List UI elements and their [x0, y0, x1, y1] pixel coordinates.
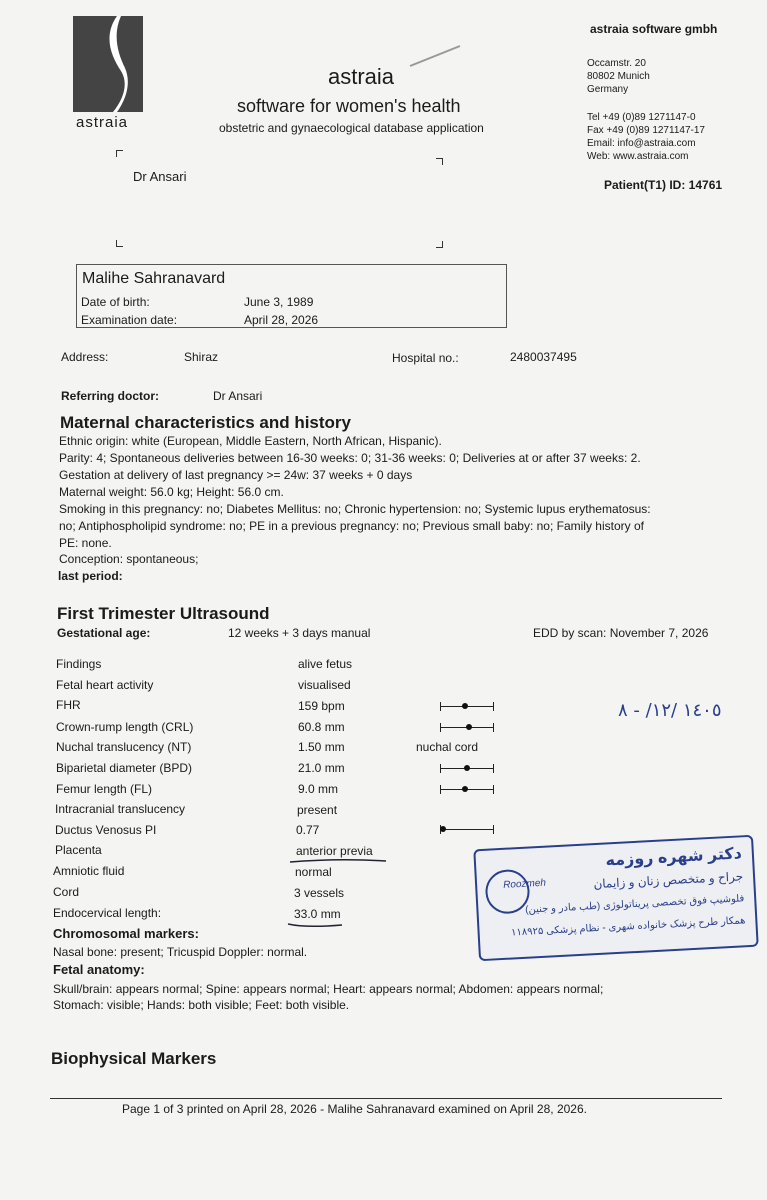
company-address-1: Occamstr. 20 — [587, 58, 646, 69]
finding-label: Placenta — [55, 843, 102, 857]
referring-label: Referring doctor: — [61, 389, 160, 403]
finding-value: alive fetus — [298, 657, 353, 671]
logo-text: astraia — [76, 114, 129, 131]
edd-value: EDD by scan: November 7, 2026 — [533, 626, 709, 640]
finding-value: 60.8 mm — [298, 720, 345, 734]
finding-value: anterior previa — [296, 844, 373, 858]
company-web: Web: www.astraia.com — [587, 151, 689, 162]
stamp-line: همکار طرح پزشک خانواده شهری - نظام پزشکی ۱۱۸۹۲۵ — [510, 915, 746, 939]
maternal-line: Maternal weight: 56.0 kg; Height: 56.0 cm. — [59, 485, 284, 499]
corner-mark — [436, 158, 443, 165]
address-value: Shiraz — [184, 350, 219, 364]
finding-value: 33.0 mm — [294, 907, 341, 921]
finding-label: FHR — [56, 698, 81, 712]
chromosomal-title: Chromosomal markers: — [53, 926, 199, 941]
stamp-line: فلوشیپ فوق تخصصی پریناتولوژی (طب مادر و جنین) — [524, 893, 745, 916]
crl-range-marker — [440, 727, 494, 728]
ga-label: Gestational age: — [57, 626, 151, 640]
finding-value: 21.0 mm — [298, 761, 345, 775]
exam-date-value: April 28, 2026 — [244, 313, 319, 327]
maternal-line: Smoking in this pregnancy: no; Diabetes Mellitus: no; Chronic hypertension: no; Systemic lupus erythematosus: — [59, 502, 651, 516]
maternal-title: Maternal characteristics and history — [60, 413, 352, 432]
stamp-line: دکتر شهره روزمه — [605, 845, 743, 870]
patient-box — [76, 264, 507, 328]
referring-value: Dr Ansari — [213, 389, 263, 403]
astraia-logo-graphic — [73, 16, 143, 112]
finding-value: 159 bpm — [298, 699, 345, 713]
finding-label: Crown-rump length (CRL) — [56, 720, 194, 734]
bpd-range-marker — [440, 768, 494, 769]
finding-label: Intracranial translucency — [55, 802, 186, 816]
dv-range-marker — [440, 829, 494, 830]
recipient-name: Dr Ansari — [133, 169, 187, 184]
exam-date-label: Examination date: — [81, 313, 178, 327]
pen-mark — [408, 44, 462, 68]
finding-label: Nuchal translucency (NT) — [56, 740, 192, 754]
footer-divider — [50, 1098, 722, 1099]
doctor-stamp — [473, 835, 758, 962]
finding-label: Endocervical length: — [53, 906, 162, 920]
hospital-label: Hospital no.: — [392, 351, 459, 365]
hospital-value: 2480037495 — [510, 350, 577, 364]
ga-value: 12 weeks + 3 days manual — [228, 626, 371, 640]
brand-name: astraia — [328, 64, 395, 89]
biophysical-title: Biophysical Markers — [51, 1049, 217, 1068]
fhr-range-marker — [440, 706, 494, 707]
fl-range-marker — [440, 789, 494, 790]
dob-label: Date of birth: — [81, 295, 150, 309]
maternal-line: Parity: 4; Spontaneous deliveries between 16-30 weeks: 0; 31-36 weeks: 0; Deliveries at or after 37 weeks: 2. — [59, 451, 641, 465]
stamp-line: جراح و متخصص زنان و زایمان — [593, 869, 744, 892]
finding-label: Fetal heart activity — [56, 678, 154, 692]
ultrasound-title: First Trimester Ultrasound — [57, 604, 270, 623]
page-footer: Page 1 of 3 printed on April 28, 2026 - Malihe Sahranavard examined on April 28, 2026. — [122, 1102, 587, 1116]
chromosomal-text: Nasal bone: present; Tricuspid Doppler: normal. — [53, 945, 308, 959]
company-address-3: Germany — [587, 84, 629, 95]
handwritten-underline — [286, 921, 346, 929]
maternal-line: Conception: spontaneous; — [59, 552, 199, 566]
company-name: astraia software gmbh — [590, 22, 718, 36]
corner-mark — [116, 240, 123, 247]
maternal-line: Gestation at delivery of last pregnancy >= 24w: 37 weeks + 0 days — [59, 468, 413, 482]
nt-note: nuchal cord — [416, 740, 479, 754]
patient-id: Patient(T1) ID: 14761 — [604, 178, 723, 192]
finding-value: visualised — [298, 678, 351, 692]
finding-label: Femur length (FL) — [56, 782, 153, 796]
maternal-line: Ethnic origin: white (European, Middle Eastern, North African, Hispanic). — [59, 434, 442, 448]
brand-subtitle: obstetric and gynaecological database application — [219, 121, 484, 135]
finding-value: 3 vessels — [294, 886, 345, 900]
anatomy-title: Fetal anatomy: — [53, 962, 145, 977]
finding-value: normal — [295, 865, 332, 879]
finding-label: Biparietal diameter (BPD) — [56, 761, 193, 775]
company-email: Email: info@astraia.com — [587, 138, 696, 149]
finding-label: Findings — [56, 657, 102, 671]
maternal-line: no; Antiphospholipid syndrome: no; PE in a previous pregnancy: no; Previous small baby: no; Family history of — [59, 519, 644, 533]
finding-value: 0.77 — [296, 823, 320, 837]
company-fax: Fax +49 (0)89 1271147-17 — [587, 125, 705, 136]
finding-value: present — [297, 803, 338, 817]
brand-tagline: software for women's health — [237, 96, 461, 116]
corner-mark — [116, 150, 123, 157]
handwritten-underline — [288, 857, 388, 865]
stamp-line: Roozmeh — [502, 877, 547, 891]
finding-value: 1.50 mm — [298, 740, 345, 754]
maternal-line: PE: none. — [59, 536, 112, 550]
corner-mark — [436, 241, 443, 248]
last-period-label: last period: — [58, 569, 123, 583]
finding-label: Cord — [53, 885, 80, 899]
company-tel: Tel +49 (0)89 1271147-0 — [587, 112, 696, 123]
dob-value: June 3, 1989 — [244, 295, 314, 309]
finding-label: Ductus Venosus PI — [55, 823, 157, 837]
patient-name: Malihe Sahranavard — [82, 270, 226, 287]
handwritten-date: ١٤٠٥ /١٢/ - ٨ — [618, 700, 722, 721]
finding-value: 9.0 mm — [298, 782, 339, 796]
finding-label: Amniotic fluid — [53, 864, 125, 878]
anatomy-line: Skull/brain: appears normal; Spine: appears normal; Heart: appears normal; Abdomen: appears normal; — [53, 982, 604, 996]
address-label: Address: — [61, 350, 109, 364]
anatomy-line: Stomach: visible; Hands: both visible; Feet: both visible. — [53, 998, 350, 1012]
company-address-2: 80802 Munich — [587, 71, 650, 82]
stamp-emblem — [484, 869, 530, 915]
